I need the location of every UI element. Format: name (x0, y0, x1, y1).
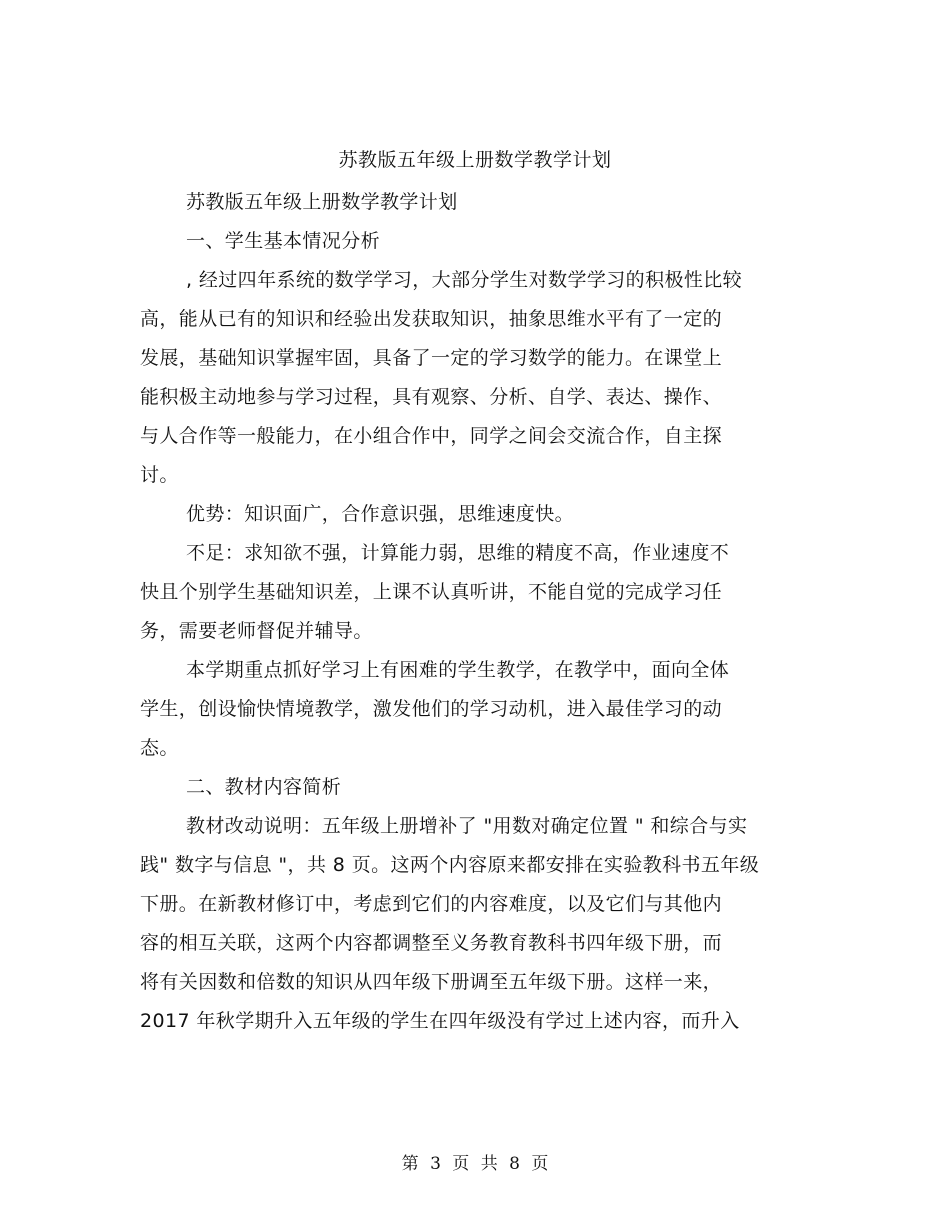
body-line: 苏教版五年级上册数学教学计划 (186, 191, 458, 213)
section-heading: 一、学生基本情况分析 (186, 230, 381, 252)
body-line: 态。 (140, 737, 179, 759)
body-line: 不足：求知欲不强，计算能力弱，思维的精度不高，作业速度不 (186, 542, 730, 564)
body-line: 2017 年秋学期升入五年级的学生在四年级没有学过上述内容，而升入 (140, 1010, 740, 1032)
document-body (140, 186, 800, 1044)
body-line: 学生，创设愉快情境教学，激发他们的学习动机，进入最佳学习的动 (140, 698, 723, 720)
section-heading: 二、教材内容简析 (186, 776, 342, 798)
body-line: 高，能从已有的知识和经验出发获取知识，抽象思维水平有了一定的 (140, 308, 723, 330)
body-line: , 经过四年系统的数学学习，大部分学生对数学学习的积极性比较 (186, 269, 743, 291)
body-line: 容的相互关联，这两个内容都调整至义务教育教科书四年级下册，而 (140, 932, 723, 954)
body-line: 务，需要老师督促并辅导。 (140, 620, 373, 642)
body-line: 与人合作等一般能力，在小组合作中，同学之间会交流合作，自主探 (140, 425, 723, 447)
page-footer: 第 3 页 共 8 页 (401, 1154, 549, 1174)
body-line: 快且个别学生基础知识差，上课不认真听讲，不能自觉的完成学习任 (140, 581, 723, 603)
body-line: 优势：知识面广，合作意识强，思维速度快。 (186, 503, 575, 525)
body-line: 讨。 (140, 464, 179, 486)
body-line: 能积极主动地参与学习过程，具有观察、分析、自学、表达、操作、 (140, 386, 723, 408)
body-line: 下册。在新教材修订中，考虑到它们的内容难度，以及它们与其他内 (140, 893, 723, 915)
body-line: 将有关因数和倍数的知识从四年级下册调至五年级下册。这样一来， (140, 971, 723, 993)
page-title: 苏教版五年级上册数学教学计划 (338, 149, 612, 171)
body-line: 发展，基础知识掌握牢固，具备了一定的学习数学的能力。在课堂上 (140, 347, 723, 369)
body-line: 教材改动说明：五年级上册增补了 "用数对确定位置 " 和综合与实 (186, 815, 748, 837)
body-line: 本学期重点抓好学习上有困难的学生教学，在教学中，面向全体 (186, 659, 730, 681)
body-line: 践" 数字与信息 "，共 8 页。这两个内容原来都安排在实验教科书五年级 (140, 854, 760, 876)
